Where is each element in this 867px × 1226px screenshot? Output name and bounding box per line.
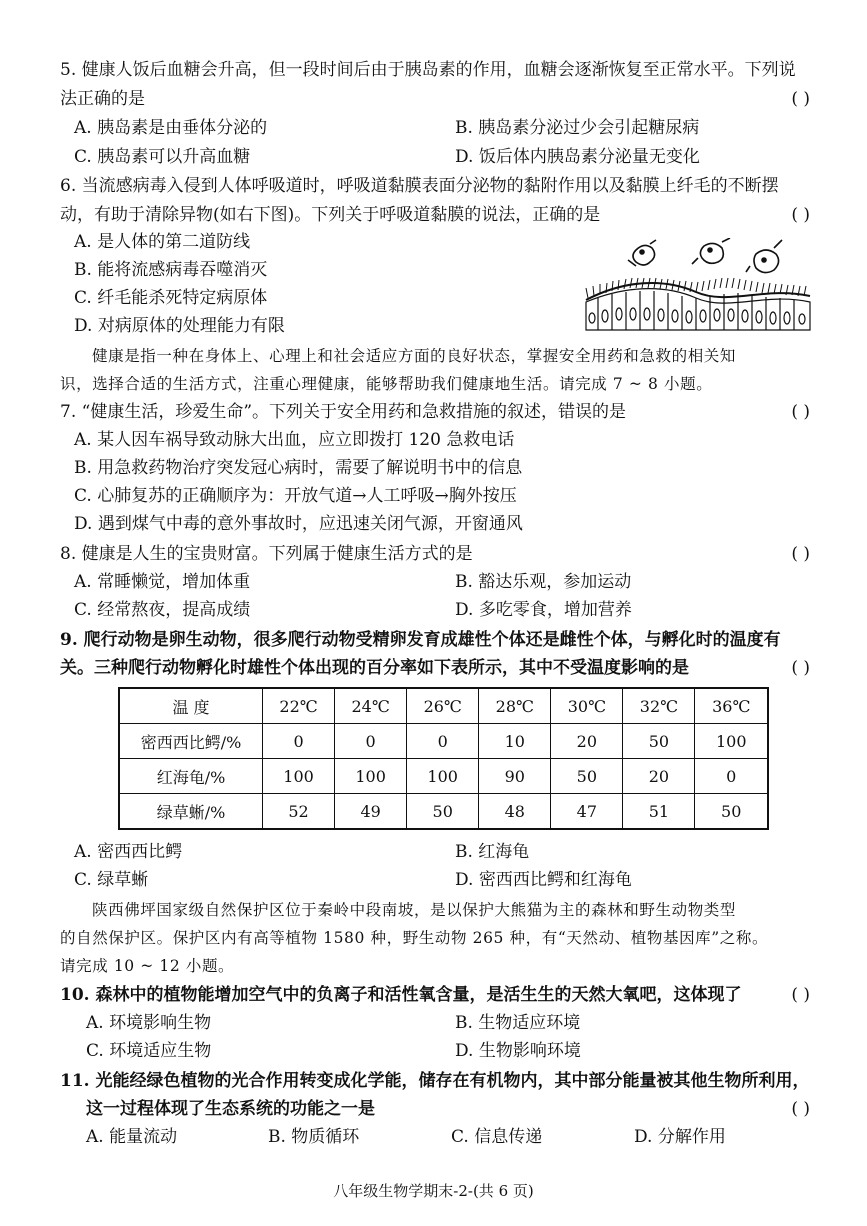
table-header-row [119, 688, 768, 724]
q10-option-d: D. 生物影响环境 [455, 1041, 581, 1061]
q10-option-c: C. 环境适应生物 [86, 1041, 212, 1061]
q7-stem-text: 7. “健康生活，珍爱生命”。下列关于安全用药和急救措施的叙述，错误的是 [60, 402, 627, 422]
table-cell: 20 [551, 724, 623, 759]
table-cell: 20 [623, 759, 695, 794]
particle-icons [628, 238, 782, 273]
table-header-cell: 22℃ [263, 688, 335, 724]
table-row [119, 794, 768, 830]
q9-option-c: C. 绿草蜥 [74, 870, 149, 890]
q6-stem-line1: 6. 当流感病毒入侵到人体呼吸道时，呼吸道黏膜表面分泌物的黏附作用以及黏膜上纤毛的不断摆 [60, 176, 779, 196]
table-header-cell: 36℃ [695, 688, 768, 724]
q8-answer-paren: ( ) [791, 544, 810, 564]
table-header-cell: 30℃ [551, 688, 623, 724]
table-cell: 52 [263, 794, 335, 830]
table-row [119, 724, 768, 759]
q10-answer-paren: ( ) [791, 985, 810, 1005]
q6-option-b: B. 能将流感病毒吞噬消灭 [74, 260, 268, 280]
table-cell: 10 [479, 724, 551, 759]
table-cell: 50 [551, 759, 623, 794]
q11-option-b: B. 物质循环 [268, 1127, 360, 1147]
q10-stem-text: 10. 森林中的植物能增加空气中的负离子和活性氧含量，是活生生的天然大氧吧，这体现了 [60, 985, 742, 1005]
q10-stem-line1 [60, 981, 810, 1009]
table-cell: 100 [407, 759, 479, 794]
q6-stem-text: 动，有助于清除异物(如右下图)。下列关于呼吸道黏膜的说法，正确的是 [60, 205, 601, 225]
table-cell: 48 [479, 794, 551, 830]
passage1-line2: 识，选择合适的生活方式，注重心理健康，能够帮助我们健康地生活。请完成 7 ~ 8 小题。 [60, 375, 713, 393]
q5-option-c: C. 胰岛素可以升高血糖 [74, 147, 251, 167]
q7-option-b: B. 用急救药物治疗突发冠心病时，需要了解说明书中的信息 [74, 458, 523, 478]
q9-option-a: A. 密西西比鳄 [74, 842, 183, 862]
table-cell: 50 [695, 794, 768, 830]
table-cell: 密西西比鳄/% [119, 724, 263, 759]
q7-answer-paren: ( ) [791, 402, 810, 422]
q11-stem-text: 这一过程体现了生态系统的功能之一是 [86, 1099, 375, 1119]
q5-stem-line2 [60, 85, 810, 113]
respiratory-mucosa-illustration [584, 238, 812, 334]
table-cell: 51 [623, 794, 695, 830]
table-cell: 0 [407, 724, 479, 759]
q11-option-d: D. 分解作用 [634, 1127, 726, 1147]
q5-option-b: B. 胰岛素分泌过少会引起糖尿病 [455, 118, 700, 138]
table-cell: 50 [623, 724, 695, 759]
table-cell: 49 [335, 794, 407, 830]
q11-stem-line2 [86, 1095, 810, 1123]
table-cell: 100 [263, 759, 335, 794]
q8-stem-line1 [60, 540, 810, 568]
table-row [119, 759, 768, 794]
q7-option-d: D. 遇到煤气中毒的意外事故时，应迅速关闭气源，开窗通风 [74, 514, 523, 534]
q9-answer-paren: ( ) [791, 658, 810, 678]
q11-answer-paren: ( ) [791, 1099, 810, 1119]
q7-stem-line1 [60, 398, 810, 426]
q9-stem-line1: 9. 爬行动物是卵生动物，很多爬行动物受精卵发育成雄性个体还是雌性个体，与孵化时的温度有 [60, 630, 781, 650]
passage2-line3: 请完成 10 ~ 12 小题。 [60, 957, 235, 975]
page-footer: 八年级生物学期末-2-(共 6 页) [333, 1182, 534, 1200]
table-cell: 0 [695, 759, 768, 794]
q8-option-b: B. 豁达乐观，参加运动 [455, 572, 632, 592]
q5-stem-line1: 5. 健康人饭后血糖会升高，但一段时间后由于胰岛素的作用，血糖会逐渐恢复至正常水平。下列说 [60, 60, 796, 80]
table-header-cell: 26℃ [407, 688, 479, 724]
q7-option-a: A. 某人因车祸导致动脉大出血，应立即拨打 120 急救电话 [74, 430, 515, 450]
passage1-line1: 健康是指一种在身体上、心理上和社会适应方面的良好状态，掌握安全用药和急救的相关知 [92, 347, 737, 365]
table-cell: 100 [335, 759, 407, 794]
passage2-line1: 陕西佛坪国家级自然保护区位于秦岭中段南坡，是以保护大熊猫为主的森林和野生动物类型 [92, 901, 737, 919]
table-header-cell: 28℃ [479, 688, 551, 724]
q6-answer-paren: ( ) [791, 205, 810, 225]
table-header-cell: 24℃ [335, 688, 407, 724]
epithelial-cells [586, 289, 810, 330]
table-cell: 47 [551, 794, 623, 830]
temperature-table [118, 687, 769, 830]
q9-option-d: D. 密西西比鳄和红海龟 [455, 870, 632, 890]
table-header-cell: 32℃ [623, 688, 695, 724]
q10-option-a: A. 环境影响生物 [86, 1013, 212, 1033]
cilia-layer [586, 278, 810, 300]
q9-stem-text: 关。三种爬行动物孵化时雄性个体出现的百分率如下表所示，其中不受温度影响的是 [60, 658, 689, 678]
q8-option-a: A. 常睡懒觉，增加体重 [74, 572, 251, 592]
q9-option-b: B. 红海龟 [455, 842, 530, 862]
q10-option-b: B. 生物适应环境 [455, 1013, 581, 1033]
passage2-line2: 的自然保护区。保护区内有高等植物 1580 种，野生动物 265 种，有“天然动、植物基因库”之称。 [60, 929, 769, 947]
q5-option-d: D. 饭后体内胰岛素分泌量无变化 [455, 147, 700, 167]
q5-stem-text: 法正确的是 [60, 89, 145, 109]
q6-option-a: A. 是人体的第二道防线 [74, 232, 251, 252]
q8-stem-text: 8. 健康是人生的宝贵财富。下列属于健康生活方式的是 [60, 544, 473, 564]
q11-option-c: C. 信息传递 [451, 1127, 543, 1147]
table-cell: 绿草蜥/% [119, 794, 263, 830]
q5-answer-paren: ( ) [791, 89, 810, 109]
table-cell: 0 [335, 724, 407, 759]
q5-option-a: A. 胰岛素是由垂体分泌的 [74, 118, 268, 138]
table-cell: 50 [407, 794, 479, 830]
q9-stem-line2 [60, 654, 810, 682]
q6-option-c: C. 纤毛能杀死特定病原体 [74, 288, 268, 308]
q6-stem-line2 [60, 201, 810, 229]
q8-option-d: D. 多吃零食，增加营养 [455, 600, 632, 620]
table-cell: 100 [695, 724, 768, 759]
table-header-cell: 温 度 [119, 688, 263, 724]
table-cell: 90 [479, 759, 551, 794]
q7-option-c: C. 心肺复苏的正确顺序为：开放气道→人工呼吸→胸外按压 [74, 486, 517, 506]
q11-option-a: A. 能量流动 [86, 1127, 178, 1147]
q6-option-d: D. 对病原体的处理能力有限 [74, 316, 285, 336]
q8-option-c: C. 经常熬夜，提高成绩 [74, 600, 251, 620]
table-cell: 0 [263, 724, 335, 759]
table-cell: 红海龟/% [119, 759, 263, 794]
q11-stem-line1: 11. 光能经绿色植物的光合作用转变成化学能，储存在有机物内，其中部分能量被其他生物所利用， [60, 1071, 810, 1091]
